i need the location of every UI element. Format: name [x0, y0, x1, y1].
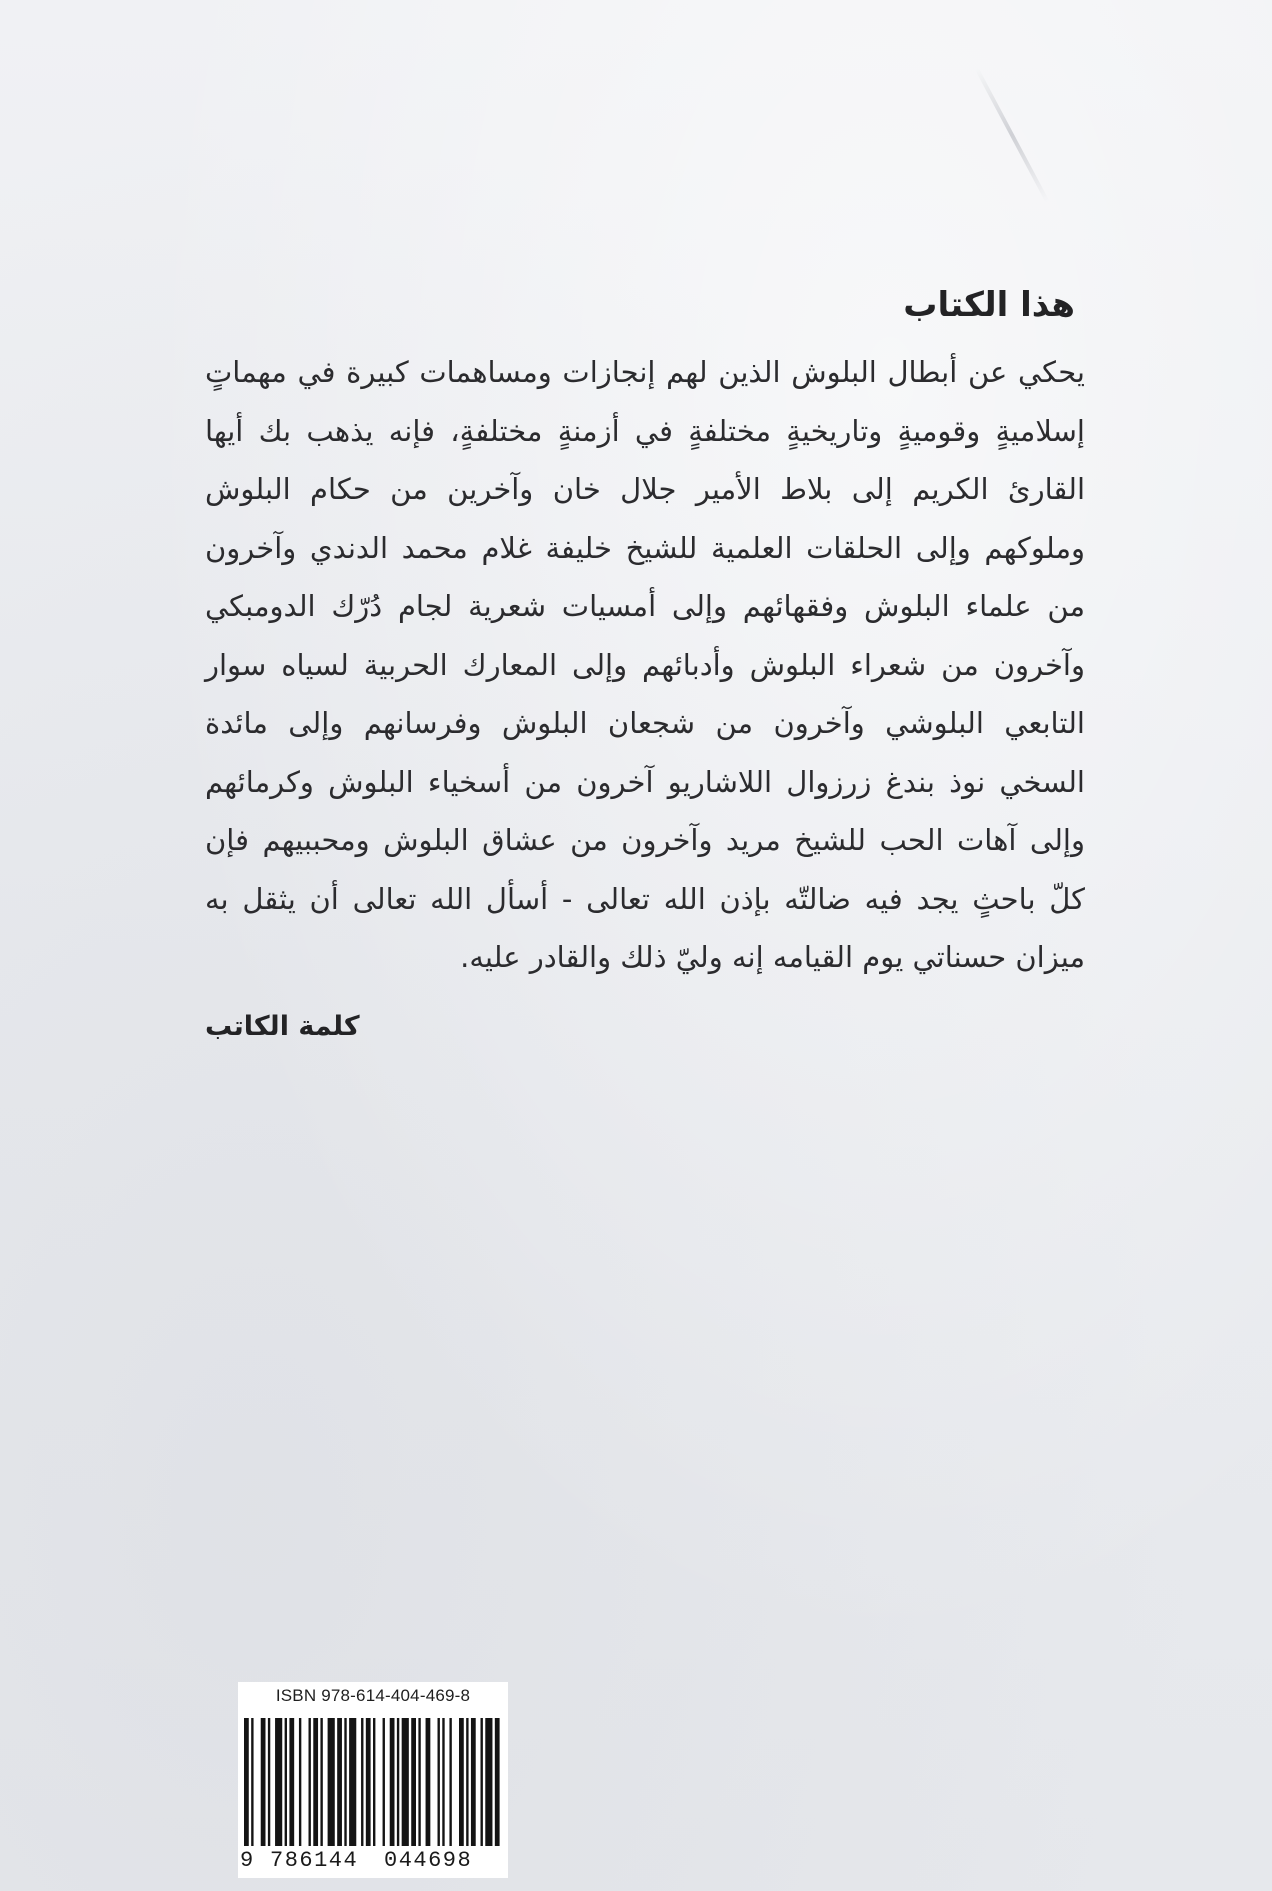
barcode-bar [313, 1718, 318, 1846]
barcode-bar [309, 1718, 311, 1846]
barcode-bar [349, 1718, 356, 1846]
barcode-bar [426, 1718, 431, 1846]
barcode-bar [299, 1718, 301, 1846]
barcode-left-digits: 786144 [270, 1848, 359, 1873]
barcode-bar [495, 1718, 500, 1846]
paper-crease [975, 68, 1049, 202]
barcode-bar [289, 1718, 294, 1846]
barcode-bar [390, 1718, 395, 1846]
barcode-bar [442, 1718, 444, 1846]
barcode-bar [471, 1718, 476, 1846]
barcode-bar [361, 1718, 363, 1846]
barcode-bar [373, 1718, 375, 1846]
barcode-bar [411, 1718, 416, 1846]
barcode-bar [261, 1718, 266, 1846]
barcode-bar [459, 1718, 464, 1846]
blurb-heading: هذا الكتاب [903, 285, 1075, 325]
isbn-number: ISBN 978-614-404-469-8 [275, 1686, 471, 1705]
blurb-body: يحكي عن أبطال البلوش الذين لهم إنجازات ومساهمات كبيرة في مهماتٍ إسلاميةٍ وقوميةٍ وتاريخيةٍ مختلفةٍ في أزمنةٍ مختلفةٍ، فإنه يذهب بك أيها القارئ الكريم إلى بلاط الأمير جلال خان وآخرين من حكام البلوش وملوكهم وإلى الحلقات العلمية للشيخ خليفة غلام محمد الدندي وآخرون من علماء البلوش وفقهائهم وإلى أمسيات شعرية لجام دُرّك الدومبكي وآخرون من شعراء البلوش وأدبائهم وإلى المعارك الحربية لسياه سوار التابعي البلوشي وآخرون من شجعان البلوش وفرسانهم وإلى مائدة السخي نوذ بندغ زرزوال اللاشاريو آخرون من أسخياء البلوش وكرمائهم وإلى آهات الحب للشيخ مريد وآخرون من عشاق البلوش ومحببيهم فإن كلّ باحثٍ يجد فيه ضالتّه بإذن الله تعالى - أسأل الله تعالى أن يثقل به ميزان حسناتي يوم القيامه إنه وليّ ذلك والقادر عليه. [205, 355, 1085, 974]
barcode-first-digit: 9 [240, 1848, 254, 1873]
barcode-bar [268, 1718, 270, 1846]
barcode-right-digits: 044698 [384, 1848, 473, 1873]
barcode-label [238, 1682, 508, 1878]
barcode-bar [481, 1718, 483, 1846]
barcode-bar [320, 1718, 322, 1846]
barcode-bar [449, 1718, 451, 1846]
barcode-bar [438, 1718, 440, 1846]
barcode-bar [402, 1718, 409, 1846]
barcode-bar [275, 1718, 282, 1846]
barcode-bar [397, 1718, 399, 1846]
author-signature: كلمة الكاتب [205, 1010, 360, 1042]
barcode-bar [244, 1718, 249, 1846]
barcode-bar [383, 1718, 385, 1846]
barcode-bar [285, 1718, 287, 1846]
barcode-bar [466, 1718, 468, 1846]
barcode-bar [344, 1718, 346, 1846]
barcode-bar [328, 1718, 335, 1846]
barcode-bar [337, 1718, 342, 1846]
blurb-block [205, 285, 1085, 1042]
barcode-bar [366, 1718, 371, 1846]
barcode-bars [244, 1718, 502, 1846]
barcode-bar [418, 1718, 420, 1846]
barcode-bar [485, 1718, 492, 1846]
barcode-bar [251, 1718, 253, 1846]
barcode-digits [238, 1846, 508, 1874]
